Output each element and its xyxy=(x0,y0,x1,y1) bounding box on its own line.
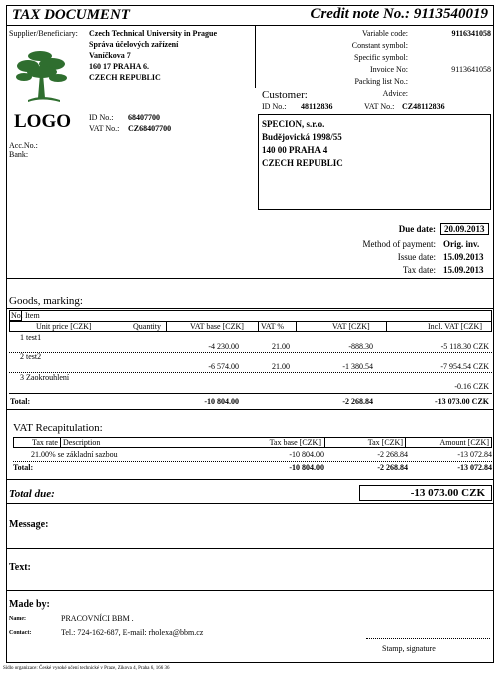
supplier-id-value: 68407700 xyxy=(128,113,160,122)
total-due-value: -13 073.00 CZK xyxy=(410,487,485,499)
name-value: PRACOVNÍCI BBM . xyxy=(61,614,134,623)
document-title: TAX DOCUMENT xyxy=(12,7,130,23)
acc-no-label: Acc.No.: xyxy=(9,141,38,150)
vat-recap-title: VAT Recapitulation: xyxy=(13,422,103,434)
header-col-divider xyxy=(324,438,325,447)
document-header xyxy=(6,5,494,26)
supplier-line2: Správa účelových zařízení xyxy=(89,40,179,49)
row-separator xyxy=(13,461,492,462)
customer-id-label: ID No.: xyxy=(262,102,287,111)
customer-address-box xyxy=(258,114,491,210)
col-vat-pct-header: VAT % xyxy=(261,322,285,331)
code-label: Packing list No.: xyxy=(354,77,408,86)
contact-label: Contact: xyxy=(9,630,32,636)
item-vat-pct: 21.00 xyxy=(272,342,290,351)
goods-total-label: Total: xyxy=(10,397,31,406)
tax-date-label: Tax date: xyxy=(402,265,436,275)
col-vat-base-header: VAT base [CZK] xyxy=(190,322,244,331)
header-col-divider xyxy=(405,438,406,447)
logo-text: LOGO xyxy=(14,111,72,132)
customer-street: Budějovická 1998/55 xyxy=(262,132,342,142)
goods-total-vat: -2 268.84 xyxy=(342,397,373,406)
item-vat-base: -6 574.00 xyxy=(208,362,239,371)
goods-section-title: Goods, marking: xyxy=(9,295,83,307)
goods-total-incl-vat: -13 073.00 CZK xyxy=(435,397,489,406)
customer-vat-value: CZ48112836 xyxy=(402,102,445,111)
item-vat-base: -4 230.00 xyxy=(208,342,239,351)
due-date-label: Due date: xyxy=(398,224,436,234)
name-label: Name: xyxy=(9,616,26,622)
vat-tax: -2 268.84 xyxy=(377,450,408,459)
section-divider xyxy=(6,308,494,309)
item-no-name: 2 test2 xyxy=(20,352,42,361)
vat-base: -10 804.00 xyxy=(289,450,324,459)
code-label: Constant symbol: xyxy=(351,41,408,50)
vat-total-amount: -13 072.84 xyxy=(457,463,492,472)
supplier-label: Supplier/Beneficiary: xyxy=(9,29,78,38)
message-label: Message: xyxy=(9,519,49,530)
item-incl-vat: -0.16 CZK xyxy=(454,382,489,391)
vat-total-base: -10 804.00 xyxy=(289,463,324,472)
vat-recap-header xyxy=(13,437,492,448)
customer-id-value: 48112836 xyxy=(301,102,333,111)
section-divider xyxy=(6,548,494,549)
code-label: Variable code: xyxy=(362,29,408,38)
supplier-id-label: ID No.: xyxy=(89,113,114,122)
goods-table-header xyxy=(9,310,492,332)
section-divider xyxy=(6,590,494,591)
vat-rate-desc: 21.00% se základní sazbou xyxy=(31,450,118,459)
issue-date-label: Issue date: xyxy=(397,252,436,262)
supplier-street: Vaníčkova 7 xyxy=(89,51,131,60)
col-vat-header: VAT [CZK] xyxy=(332,322,370,331)
vat-amount: -13 072.84 xyxy=(457,450,492,459)
col-no-header: No. xyxy=(11,311,23,320)
customer-name: SPECION, s.r.o. xyxy=(262,119,325,129)
item-incl-vat: -5 118.30 CZK xyxy=(440,342,489,351)
code-label: Specific symbol: xyxy=(354,53,408,62)
credit-note-number: 9113540019 xyxy=(413,6,488,22)
code-value: 9116341058 xyxy=(451,29,491,38)
item-vat: -888.30 xyxy=(348,342,373,351)
vat-total-label: Total: xyxy=(13,463,34,472)
section-divider xyxy=(6,278,494,279)
col-description-header: Description xyxy=(63,438,101,447)
row-separator xyxy=(9,372,492,373)
code-label: Invoice No: xyxy=(370,65,408,74)
section-divider xyxy=(6,479,494,480)
customer-label: Customer: xyxy=(262,89,308,101)
contact-value: Tel.: 724-162-687, E-mail: rholexa@bbm.cz xyxy=(61,628,204,637)
footer-text: Sídlo organizace: České vysoké učení technické v Praze, Zikova 4, Praha 6, 166 36 xyxy=(3,666,170,671)
item-vat-pct: 21.00 xyxy=(272,362,290,371)
col-unit-price-header: Unit price [CZK] xyxy=(36,322,92,331)
text-label: Text: xyxy=(9,562,31,573)
header-col-divider xyxy=(386,321,387,332)
payment-method-label: Method of payment: xyxy=(362,239,436,249)
item-vat: -1 380.54 xyxy=(342,362,373,371)
supplier-vat-label: VAT No.: xyxy=(89,124,120,133)
credit-note-heading xyxy=(310,6,488,23)
col-tax-rate-header: Tax rate xyxy=(32,438,58,447)
row-separator xyxy=(9,352,492,353)
customer-city: 140 00 PRAHA 4 xyxy=(262,145,328,155)
total-due-box xyxy=(359,485,492,501)
due-date-value: 20.09.2013 xyxy=(440,223,489,235)
item-incl-vat: -7 954.54 CZK xyxy=(440,362,489,371)
total-due-label: Total due: xyxy=(9,488,55,500)
vat-total-tax: -2 268.84 xyxy=(377,463,408,472)
total-line xyxy=(9,393,492,394)
item-no-name: 1 test1 xyxy=(20,333,42,342)
col-item-header: Item xyxy=(25,311,40,320)
section-divider xyxy=(6,503,494,504)
divider xyxy=(255,26,256,88)
supplier-country: CZECH REPUBLIC xyxy=(89,73,161,82)
section-divider xyxy=(6,409,494,410)
col-incl-vat-header: Incl. VAT [CZK] xyxy=(428,322,482,331)
customer-vat-label: VAT No.: xyxy=(364,102,395,111)
col-quantity-header: Quantity xyxy=(133,322,161,331)
supplier-name: Czech Technical University in Prague xyxy=(89,29,217,38)
header-col-divider xyxy=(258,321,259,332)
item-no-name: 3 Zaokrouhlení xyxy=(20,373,70,382)
code-value: 9113641058 xyxy=(451,65,491,74)
supplier-city: 160 17 PRAHA 6. xyxy=(89,62,149,71)
col-amount-header: Amount [CZK] xyxy=(439,438,489,447)
stamp-signature-label: Stamp, signature xyxy=(382,644,436,653)
made-by-label: Made by: xyxy=(9,599,50,610)
tax-date-value: 15.09.2013 xyxy=(443,265,484,275)
header-col-divider xyxy=(60,438,61,447)
signature-line xyxy=(366,638,490,639)
payment-method-value: Orig. inv. xyxy=(443,239,480,249)
tree-logo-icon xyxy=(14,46,74,106)
issue-date-value: 15.09.2013 xyxy=(443,252,484,262)
col-tax-header: Tax [CZK] xyxy=(367,438,403,447)
header-col-divider xyxy=(166,321,167,332)
goods-total-vat-base: -10 804.00 xyxy=(204,397,239,406)
col-tax-base-header: Tax base [CZK] xyxy=(269,438,321,447)
customer-country: CZECH REPUBLIC xyxy=(262,158,343,168)
header-col-divider xyxy=(296,321,297,332)
code-label: Advice: xyxy=(382,89,408,98)
bank-label: Bank: xyxy=(9,150,29,159)
credit-note-label: Credit note No.: xyxy=(310,6,411,22)
supplier-vat-value: CZ68407700 xyxy=(128,124,172,133)
